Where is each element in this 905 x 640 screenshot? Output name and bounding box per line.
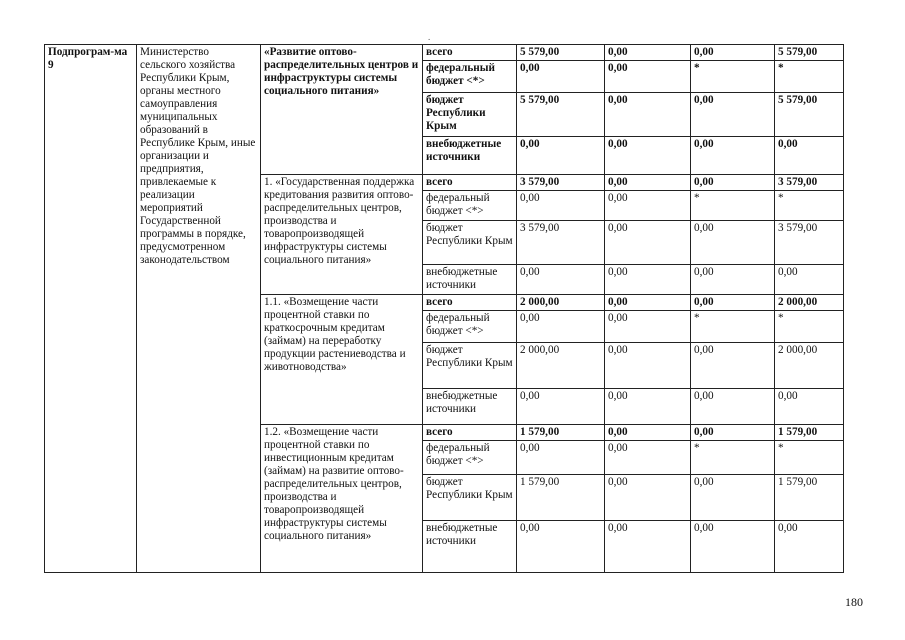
page-number: 180: [845, 595, 863, 609]
amount-cell-v3: 0,00: [691, 93, 775, 137]
amount-cell-v1: 0,00: [517, 61, 605, 93]
budget-table: [44, 44, 844, 573]
amount-cell-v1: 3 579,00: [517, 221, 605, 265]
amount-cell-v3: 0,00: [691, 475, 775, 521]
amount-cell-v4: 5 579,00: [775, 93, 844, 137]
amount-cell-v2: 0,00: [605, 265, 691, 295]
funding-source-cell: всего: [423, 45, 517, 61]
amount-cell-v4: 0,00: [775, 265, 844, 295]
amount-cell-v2: 0,00: [605, 137, 691, 175]
measure-title-cell: 1.1. «Возмещение части процентной ставки по краткосрочным кредитам (займам) на переработку продукции растениеводства и животноводства»: [261, 295, 423, 425]
funding-source-cell: внебюджетные источники: [423, 521, 517, 573]
amount-cell-v3: 0,00: [691, 521, 775, 573]
amount-cell-v3: *: [691, 311, 775, 343]
amount-cell-v1: 0,00: [517, 521, 605, 573]
amount-cell-v4: 3 579,00: [775, 175, 844, 191]
amount-cell-v4: 5 579,00: [775, 45, 844, 61]
amount-cell-v4: 2 000,00: [775, 295, 844, 311]
amount-cell-v1: 1 579,00: [517, 475, 605, 521]
executor-cell: Министерство сельского хозяйства Республики Крым, органы местного самоуправления муниципальных образований в Республике Крым, иные организации и предприятия, привлекаемые к реализации мероприятий Государственной программы в порядке, предусмотренном законодательством: [137, 45, 261, 573]
amount-cell-v4: 1 579,00: [775, 475, 844, 521]
amount-cell-v1: 2 000,00: [517, 343, 605, 389]
amount-cell-v4: 0,00: [775, 521, 844, 573]
funding-source-cell: внебюджетные источники: [423, 265, 517, 295]
amount-cell-v3: 0,00: [691, 425, 775, 441]
amount-cell-v2: 0,00: [605, 521, 691, 573]
amount-cell-v1: 0,00: [517, 389, 605, 425]
amount-cell-v2: 0,00: [605, 295, 691, 311]
funding-source-cell: бюджет Республики Крым: [423, 343, 517, 389]
amount-cell-v2: 0,00: [605, 45, 691, 61]
funding-source-cell: федеральный бюджет <*>: [423, 61, 517, 93]
amount-cell-v4: 0,00: [775, 389, 844, 425]
funding-source-cell: бюджет Республики Крым: [423, 93, 517, 137]
amount-cell-v4: *: [775, 61, 844, 93]
amount-cell-v1: 5 579,00: [517, 93, 605, 137]
amount-cell-v2: 0,00: [605, 311, 691, 343]
funding-source-cell: всего: [423, 295, 517, 311]
amount-cell-v1: 0,00: [517, 311, 605, 343]
amount-cell-v2: 0,00: [605, 425, 691, 441]
amount-cell-v1: 1 579,00: [517, 425, 605, 441]
amount-cell-v3: 0,00: [691, 343, 775, 389]
measure-title-cell: 1. «Государственная поддержка кредитования развития оптово-распределительных центров, производства и товаропроизводящей инфраструктуры системы социального питания»: [261, 175, 423, 295]
amount-cell-v2: 0,00: [605, 221, 691, 265]
amount-cell-v3: 0,00: [691, 221, 775, 265]
measure-title-cell: «Развитие оптово-распределительных центров и инфраструктуры системы социального питания»: [261, 45, 423, 175]
measure-title-cell: 1.2. «Возмещение части процентной ставки по инвестиционным кредитам (займам) на развитие оптово-распределительных центров, производства и товаропроизводящей инфраструктуры системы социального питания»: [261, 425, 423, 573]
program-cell: Подпрограм-ма 9: [45, 45, 137, 573]
amount-cell-v2: 0,00: [605, 389, 691, 425]
amount-cell-v3: 0,00: [691, 389, 775, 425]
amount-cell-v2: 0,00: [605, 191, 691, 221]
table-body: [45, 45, 844, 573]
funding-source-cell: всего: [423, 425, 517, 441]
amount-cell-v2: 0,00: [605, 343, 691, 389]
funding-source-cell: внебюджетные источники: [423, 389, 517, 425]
amount-cell-v3: 0,00: [691, 137, 775, 175]
amount-cell-v4: 0,00: [775, 137, 844, 175]
table-row: [45, 45, 844, 61]
amount-cell-v1: 3 579,00: [517, 175, 605, 191]
scan-dot: .: [428, 32, 431, 42]
funding-source-cell: федеральный бюджет <*>: [423, 191, 517, 221]
amount-cell-v3: 0,00: [691, 175, 775, 191]
amount-cell-v3: *: [691, 441, 775, 475]
funding-source-cell: внебюджетные источники: [423, 137, 517, 175]
amount-cell-v2: 0,00: [605, 93, 691, 137]
amount-cell-v3: *: [691, 61, 775, 93]
amount-cell-v2: 0,00: [605, 61, 691, 93]
amount-cell-v2: 0,00: [605, 475, 691, 521]
amount-cell-v2: 0,00: [605, 441, 691, 475]
amount-cell-v3: *: [691, 191, 775, 221]
funding-source-cell: федеральный бюджет <*>: [423, 311, 517, 343]
amount-cell-v4: 1 579,00: [775, 425, 844, 441]
funding-source-cell: бюджет Республики Крым: [423, 221, 517, 265]
amount-cell-v1: 0,00: [517, 265, 605, 295]
amount-cell-v4: 2 000,00: [775, 343, 844, 389]
amount-cell-v1: 0,00: [517, 137, 605, 175]
amount-cell-v4: *: [775, 311, 844, 343]
amount-cell-v1: 0,00: [517, 191, 605, 221]
amount-cell-v1: 5 579,00: [517, 45, 605, 61]
amount-cell-v1: 2 000,00: [517, 295, 605, 311]
funding-source-cell: всего: [423, 175, 517, 191]
amount-cell-v4: 3 579,00: [775, 221, 844, 265]
amount-cell-v3: 0,00: [691, 265, 775, 295]
funding-source-cell: федеральный бюджет <*>: [423, 441, 517, 475]
amount-cell-v3: 0,00: [691, 295, 775, 311]
amount-cell-v3: 0,00: [691, 45, 775, 61]
amount-cell-v4: *: [775, 191, 844, 221]
amount-cell-v4: *: [775, 441, 844, 475]
funding-source-cell: бюджет Республики Крым: [423, 475, 517, 521]
amount-cell-v2: 0,00: [605, 175, 691, 191]
amount-cell-v1: 0,00: [517, 441, 605, 475]
